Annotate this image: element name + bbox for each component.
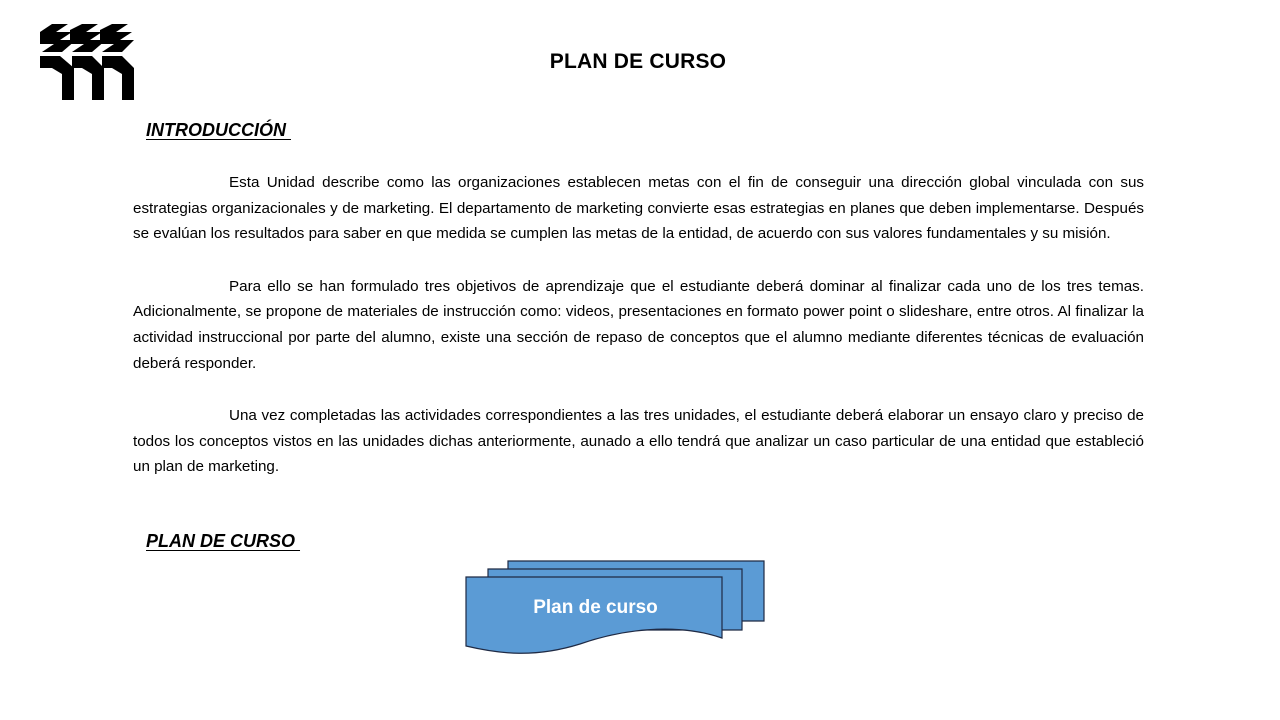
plan-heading: PLAN DE CURSO (146, 531, 301, 551)
intro-body (133, 170, 1144, 480)
multi-document-shape (460, 556, 770, 660)
diagram-label: Plan de curso (533, 597, 658, 618)
intro-paragraph-2: Para ello se han formulado tres objetivos de aprendizaje que el estudiante deberá dominar al finalizar cada uno de los tres temas. Adicionalmente, se propone de materiales de instrucción como: videos, presentaciones en formato power point o slideshare, entre otros. Al finalizar la actividad instruccional por parte del alumno, existe una sección de repaso de conceptos que el alumno mediante diferentes técnicas de evaluación deberá responder. (133, 277, 1144, 372)
intro-paragraph-3: Una vez completadas las actividades correspondientes a las tres unidades, el estudiante deberá elaborar un ensayo claro y preciso de todos los conceptos vistos en las unidades dichas anteriormente, aunado a ello tendrá que analizar un caso particular de una entidad que estableció un plan de marketing. (133, 407, 1144, 476)
page-title: PLAN DE CURSO (549, 50, 727, 73)
intro-heading: INTRODUCCIÓN (146, 120, 291, 140)
intro-paragraph-1: Esta Unidad describe como las organizaciones establecen metas con el fin de conseguir una dirección global vinculada con sus estrategias organizacionales y de marketing. El departamento de marketing convierte esas estrategias en planes que deben implementarse. Después se evalúan los resultados para saber en que medida se cumplen las metas de la entidad, de acuerdo con sus valores fundamentales y su misión. (133, 174, 1144, 243)
